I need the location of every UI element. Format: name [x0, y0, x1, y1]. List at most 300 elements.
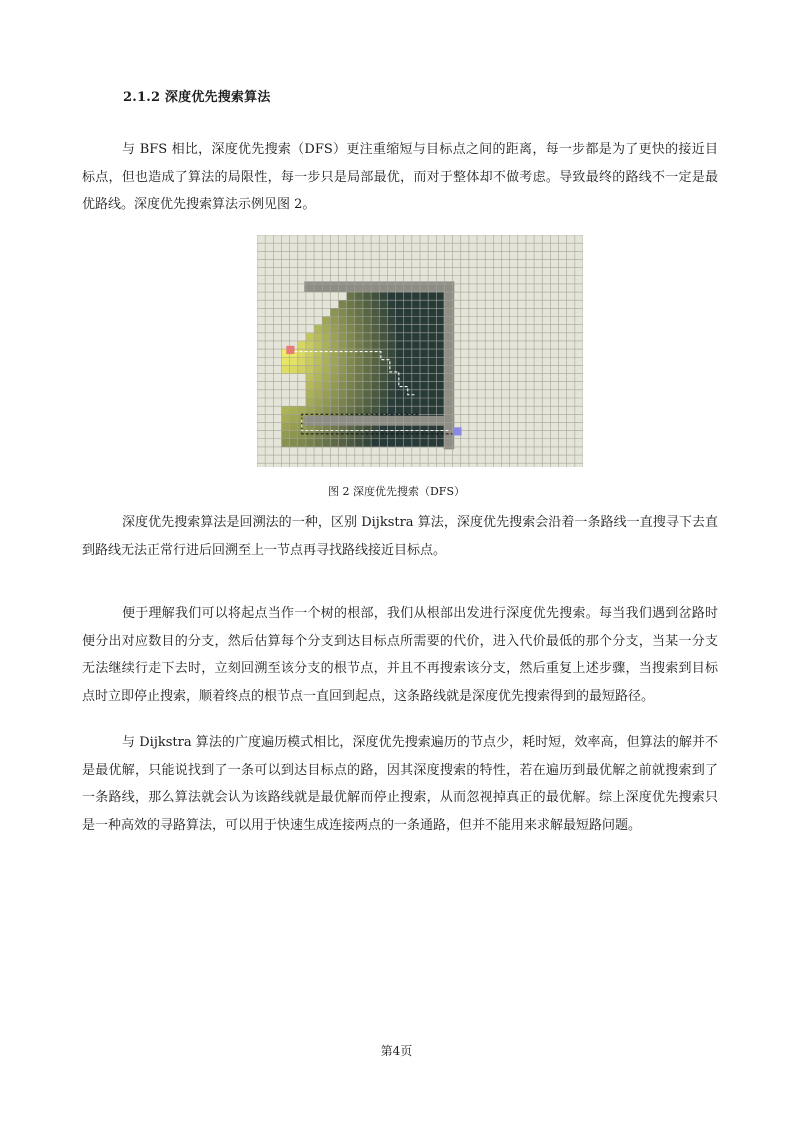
explored-cell	[428, 374, 436, 382]
explored-cell	[355, 390, 363, 398]
explored-cell	[412, 390, 420, 398]
explored-cell	[396, 406, 404, 414]
explored-cell	[428, 406, 436, 414]
explored-cell	[420, 341, 428, 349]
start-node	[286, 346, 294, 354]
explored-cell	[420, 365, 428, 373]
explored-cell	[412, 357, 420, 365]
explored-cell	[281, 357, 289, 365]
dfs-grid-figure	[257, 235, 583, 467]
explored-cell	[314, 431, 322, 439]
explored-cell	[314, 365, 322, 373]
page-number: 第4页	[380, 1044, 413, 1058]
explored-cell	[428, 439, 436, 447]
explored-cell	[436, 374, 444, 382]
explored-cell	[387, 308, 395, 316]
explored-cell	[428, 382, 436, 390]
explored-cell	[404, 333, 412, 341]
explored-cell	[355, 406, 363, 414]
explored-cell	[404, 357, 412, 365]
explored-cell	[298, 439, 306, 447]
explored-cell	[404, 406, 412, 414]
explored-cell	[396, 325, 404, 333]
explored-cell	[363, 374, 371, 382]
explored-cell	[387, 439, 395, 447]
paragraph-intro: 与 BFS 相比，深度优先搜索（DFS）更注重缩短与目标点之间的距离，每一步都是为了更快的接近目标点，但也造成了算法的局限性，每一步只是局部最优，而对于整体却不做考虑。导致最终的路线不一定是最优路线。深度优先搜索算法示例见图 2。	[82, 142, 718, 212]
explored-cell	[412, 325, 420, 333]
explored-cell	[396, 300, 404, 308]
explored-cell	[379, 357, 387, 365]
explored-cell	[436, 406, 444, 414]
explored-cell	[387, 390, 395, 398]
explored-cell	[306, 357, 314, 365]
explored-cell	[314, 333, 322, 341]
explored-cell	[339, 406, 347, 414]
explored-cell	[379, 341, 387, 349]
explored-cell	[322, 349, 330, 357]
explored-cell	[355, 333, 363, 341]
explored-cell	[371, 341, 379, 349]
goal-node	[453, 427, 461, 435]
explored-cell	[314, 374, 322, 382]
explored-cell	[436, 382, 444, 390]
explored-cell	[436, 431, 444, 439]
explored-cell	[396, 398, 404, 406]
explored-cell	[355, 431, 363, 439]
explored-cell	[396, 365, 404, 373]
explored-cell	[322, 317, 330, 325]
explored-cell	[363, 431, 371, 439]
explored-cell	[387, 365, 395, 373]
explored-cell	[355, 439, 363, 447]
explored-cell	[355, 365, 363, 373]
explored-cell	[396, 308, 404, 316]
explored-cell	[428, 357, 436, 365]
explored-cell	[330, 390, 338, 398]
paragraph-backtracking: 深度优先搜索算法是回溯法的一种，区别 Dijkstra 算法，深度优先搜索会沿着一条路线一直搜寻下去直到路线无法正常行进后回溯至上一节点再寻找路线接近目标点。	[82, 515, 718, 558]
explored-cell	[371, 325, 379, 333]
explored-cell	[322, 390, 330, 398]
explored-cell	[436, 292, 444, 300]
explored-cell	[428, 333, 436, 341]
explored-cell	[436, 300, 444, 308]
explored-cell	[314, 349, 322, 357]
explored-cell	[347, 325, 355, 333]
explored-cell	[428, 341, 436, 349]
explored-cell	[420, 333, 428, 341]
explored-cell	[363, 390, 371, 398]
explored-cell	[363, 308, 371, 316]
explored-cell	[339, 300, 347, 308]
explored-cell	[412, 341, 420, 349]
explored-cell	[412, 333, 420, 341]
explored-cell	[322, 374, 330, 382]
explored-cell	[420, 292, 428, 300]
explored-cell	[412, 292, 420, 300]
explored-cell	[322, 439, 330, 447]
explored-cell	[306, 406, 314, 414]
explored-cell	[420, 317, 428, 325]
explored-cell	[347, 439, 355, 447]
explored-cell	[290, 422, 298, 430]
explored-cell	[420, 439, 428, 447]
explored-cell	[347, 374, 355, 382]
explored-cell	[339, 341, 347, 349]
explored-cell	[281, 422, 289, 430]
explored-cell	[387, 341, 395, 349]
explored-cell	[436, 333, 444, 341]
explored-cell	[347, 357, 355, 365]
explored-cell	[412, 439, 420, 447]
explored-cell	[436, 365, 444, 373]
explored-cell	[306, 390, 314, 398]
explored-cell	[371, 406, 379, 414]
explored-cell	[412, 317, 420, 325]
explored-cell	[298, 349, 306, 357]
explored-cell	[412, 382, 420, 390]
explored-cell	[306, 349, 314, 357]
explored-cell	[404, 317, 412, 325]
explored-cell	[363, 349, 371, 357]
explored-cell	[412, 431, 420, 439]
explored-cell	[322, 406, 330, 414]
explored-cell	[314, 390, 322, 398]
explored-cell	[355, 398, 363, 406]
explored-cell	[290, 406, 298, 414]
explored-cell	[355, 341, 363, 349]
explored-cell	[379, 439, 387, 447]
explored-cell	[404, 374, 412, 382]
explored-cell	[322, 365, 330, 373]
explored-cell	[330, 382, 338, 390]
explored-cell	[404, 300, 412, 308]
explored-cell	[371, 382, 379, 390]
explored-cell	[428, 431, 436, 439]
explored-cell	[314, 357, 322, 365]
explored-cell	[347, 292, 355, 300]
explored-cell	[428, 349, 436, 357]
explored-cell	[298, 406, 306, 414]
explored-cell	[281, 431, 289, 439]
explored-cell	[330, 431, 338, 439]
explored-cell	[290, 431, 298, 439]
explored-cell	[290, 414, 298, 422]
explored-cell	[412, 308, 420, 316]
explored-cell	[420, 398, 428, 406]
explored-cell	[412, 406, 420, 414]
explored-cell	[290, 365, 298, 373]
explored-cell	[387, 382, 395, 390]
explored-cell	[347, 300, 355, 308]
explored-cell	[428, 390, 436, 398]
explored-cell	[436, 317, 444, 325]
explored-cell	[339, 382, 347, 390]
explored-cell	[355, 325, 363, 333]
explored-cell	[298, 365, 306, 373]
explored-cell	[347, 365, 355, 373]
explored-cell	[330, 374, 338, 382]
explored-cell	[396, 333, 404, 341]
explored-cell	[322, 341, 330, 349]
explored-cell	[363, 382, 371, 390]
explored-cell	[281, 439, 289, 447]
explored-cell	[387, 325, 395, 333]
explored-cell	[281, 365, 289, 373]
explored-cell	[314, 398, 322, 406]
explored-cell	[404, 341, 412, 349]
explored-cell	[339, 365, 347, 373]
explored-cell	[412, 349, 420, 357]
explored-cell	[347, 333, 355, 341]
explored-cell	[396, 341, 404, 349]
explored-cell	[371, 398, 379, 406]
explored-cell	[379, 390, 387, 398]
explored-cell	[379, 431, 387, 439]
explored-cell	[428, 292, 436, 300]
explored-cell	[436, 308, 444, 316]
explored-cell	[396, 292, 404, 300]
explored-cell	[396, 431, 404, 439]
explored-cell	[379, 365, 387, 373]
explored-cell	[363, 406, 371, 414]
explored-cell	[396, 374, 404, 382]
explored-cell	[314, 406, 322, 414]
explored-cell	[420, 382, 428, 390]
explored-cell	[387, 398, 395, 406]
explored-cell	[298, 357, 306, 365]
explored-cell	[330, 341, 338, 349]
explored-cell	[355, 349, 363, 357]
explored-cell	[428, 365, 436, 373]
explored-cell	[290, 357, 298, 365]
explored-cell	[396, 317, 404, 325]
explored-cell	[347, 382, 355, 390]
explored-cell	[281, 406, 289, 414]
explored-cell	[371, 300, 379, 308]
explored-cell	[306, 374, 314, 382]
explored-cell	[363, 333, 371, 341]
explored-cell	[387, 374, 395, 382]
explored-cell	[339, 357, 347, 365]
explored-cell	[379, 333, 387, 341]
explored-cell	[420, 406, 428, 414]
explored-cell	[347, 390, 355, 398]
explored-cell	[322, 333, 330, 341]
explored-cell	[404, 439, 412, 447]
explored-cell	[420, 349, 428, 357]
explored-cell	[412, 398, 420, 406]
explored-cell	[379, 325, 387, 333]
explored-cell	[379, 374, 387, 382]
explored-cell	[314, 341, 322, 349]
explored-cell	[387, 333, 395, 341]
explored-cell	[347, 317, 355, 325]
explored-cell	[396, 349, 404, 357]
explored-cell	[322, 325, 330, 333]
explored-cell	[314, 382, 322, 390]
explored-cell	[379, 398, 387, 406]
explored-cell	[371, 349, 379, 357]
explored-cell	[306, 431, 314, 439]
explored-cell	[371, 374, 379, 382]
explored-cell	[387, 317, 395, 325]
explored-cell	[412, 300, 420, 308]
explored-cell	[363, 325, 371, 333]
explored-cell	[306, 382, 314, 390]
explored-cell	[330, 333, 338, 341]
explored-cell	[396, 439, 404, 447]
figure-caption: 图 2 深度优先搜索（DFS）	[328, 485, 465, 498]
explored-cell	[404, 292, 412, 300]
explored-cell	[347, 349, 355, 357]
explored-cell	[339, 398, 347, 406]
explored-cell	[339, 317, 347, 325]
explored-cell	[379, 382, 387, 390]
explored-cell	[404, 398, 412, 406]
explored-cell	[330, 357, 338, 365]
explored-cell	[436, 349, 444, 357]
explored-cell	[379, 300, 387, 308]
explored-cell	[355, 374, 363, 382]
explored-cell	[363, 292, 371, 300]
explored-cell	[306, 439, 314, 447]
explored-cell	[371, 308, 379, 316]
explored-cell	[330, 406, 338, 414]
explored-cell	[298, 341, 306, 349]
explored-cell	[371, 390, 379, 398]
explored-cell	[404, 431, 412, 439]
explored-cell	[420, 374, 428, 382]
explored-cell	[436, 390, 444, 398]
explored-cell	[339, 439, 347, 447]
paragraph-comparison: 与 Dijkstra 算法的广度遍历模式相比，深度优先搜索遍历的节点少，耗时短，效率高，但算法的解并不是最优解，只能说找到了一条可以到达目标点的路，因其深度搜索的特性，若在遍历到最优解之前就搜索到了一条路线，那么算法就会认为该路线就是最优解而停止搜索，从而忽视掉真正的最优解。综上深度优先搜索只是一种高效的寻路算法，可以用于快速生成连接两点的一条通路，但并不能用来求解最短路问题。	[82, 735, 718, 833]
explored-cell	[404, 365, 412, 373]
section-heading: 2.1.2 深度优先搜索算法	[123, 90, 271, 105]
explored-cell	[436, 398, 444, 406]
explored-cell	[404, 325, 412, 333]
explored-cell	[339, 374, 347, 382]
explored-cell	[371, 317, 379, 325]
explored-cell	[428, 300, 436, 308]
explored-cell	[387, 406, 395, 414]
explored-cell	[436, 341, 444, 349]
explored-cell	[379, 308, 387, 316]
explored-cell	[428, 317, 436, 325]
explored-cell	[347, 406, 355, 414]
explored-cell	[396, 357, 404, 365]
explored-cell	[379, 317, 387, 325]
explored-cell	[322, 398, 330, 406]
explored-cell	[387, 431, 395, 439]
explored-cell	[306, 398, 314, 406]
explored-cell	[371, 365, 379, 373]
explored-cell	[314, 439, 322, 447]
explored-cell	[347, 431, 355, 439]
explored-cell	[371, 439, 379, 447]
explored-cell	[355, 292, 363, 300]
paragraph-tree-analogy: 便于理解我们可以将起点当作一个树的根部，我们从根部出发进行深度优先搜索。每当我们遇到岔路时便分出对应数目的分支，然后估算每个分支到达目标点所需要的代价，进入代价最低的那个分支，当某一分支无法继续行走下去时，立刻回溯至该分支的根节点，并且不再搜索该分支，然后重复上述步骤，当搜索到目标点时立即停止搜索，顺着终点的根节点一直回到起点，这条路线就是深度优先搜索得到的最短路径。	[82, 606, 718, 704]
explored-cell	[355, 308, 363, 316]
explored-cell	[436, 325, 444, 333]
explored-cell	[355, 300, 363, 308]
explored-cell	[412, 365, 420, 373]
explored-cell	[396, 382, 404, 390]
explored-cell	[339, 308, 347, 316]
explored-cell	[420, 325, 428, 333]
explored-cell	[436, 357, 444, 365]
explored-cell	[371, 333, 379, 341]
explored-cell	[379, 292, 387, 300]
explored-cell	[363, 365, 371, 373]
explored-cell	[355, 317, 363, 325]
explored-cell	[379, 406, 387, 414]
explored-cell	[339, 325, 347, 333]
explored-cell	[330, 325, 338, 333]
explored-cell	[339, 333, 347, 341]
explored-cell	[420, 308, 428, 316]
explored-cell	[428, 308, 436, 316]
explored-cell	[371, 431, 379, 439]
explored-cell	[363, 317, 371, 325]
explored-cell	[363, 398, 371, 406]
explored-cell	[322, 382, 330, 390]
explored-cell	[306, 333, 314, 341]
explored-cell	[363, 300, 371, 308]
explored-cell	[404, 308, 412, 316]
explored-cell	[420, 431, 428, 439]
explored-cell	[396, 390, 404, 398]
explored-cell	[330, 349, 338, 357]
explored-cell	[306, 341, 314, 349]
explored-cell	[363, 357, 371, 365]
explored-cell	[298, 431, 306, 439]
explored-cell	[428, 398, 436, 406]
explored-cell	[306, 365, 314, 373]
explored-cell	[339, 349, 347, 357]
explored-cell	[281, 414, 289, 422]
explored-cell	[363, 439, 371, 447]
explored-cell	[436, 439, 444, 447]
explored-cell	[330, 317, 338, 325]
explored-cell	[347, 308, 355, 316]
explored-cell	[371, 292, 379, 300]
explored-cell	[330, 439, 338, 447]
explored-cell	[339, 390, 347, 398]
explored-cell	[355, 357, 363, 365]
explored-cell	[330, 398, 338, 406]
explored-cell	[387, 292, 395, 300]
explored-cell	[387, 357, 395, 365]
explored-cell	[290, 439, 298, 447]
explored-cell	[412, 374, 420, 382]
explored-cell	[355, 382, 363, 390]
explored-cell	[428, 325, 436, 333]
explored-cell	[387, 300, 395, 308]
explored-cell	[363, 341, 371, 349]
explored-cell	[314, 325, 322, 333]
explored-cell	[420, 357, 428, 365]
explored-cell	[330, 308, 338, 316]
explored-cell	[322, 357, 330, 365]
explored-cell	[347, 341, 355, 349]
explored-cell	[330, 365, 338, 373]
explored-cell	[404, 349, 412, 357]
explored-cell	[322, 431, 330, 439]
explored-cell	[339, 431, 347, 439]
explored-cell	[387, 349, 395, 357]
explored-cell	[347, 398, 355, 406]
explored-cell	[420, 300, 428, 308]
